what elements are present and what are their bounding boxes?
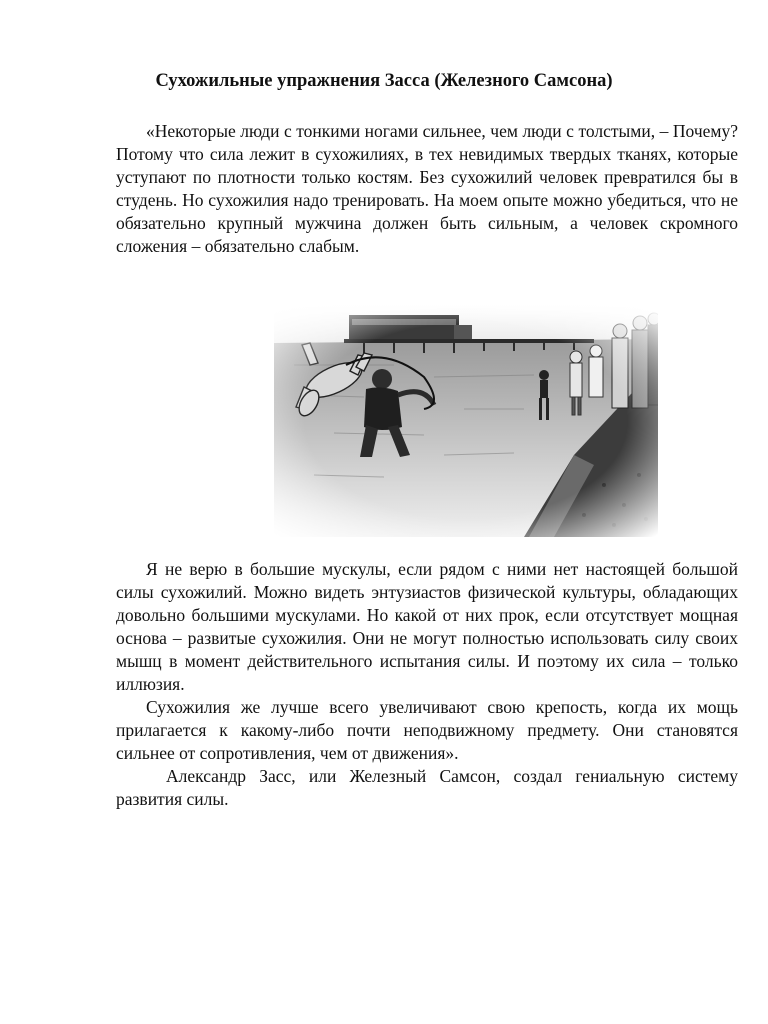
paragraph: Сухожилия же лучше всего увеличивают свою крепость, когда их мощь прилагается к какому-либо почти неподвижному предмету. Они становятся сильнее от сопротивления, чем от движения». (116, 697, 738, 763)
intro-quote (116, 120, 738, 258)
main-text (116, 558, 738, 811)
paragraph: «Некоторые люди с тонкими ногами сильнее, чем люди с толстыми, – Почему? Потому что сила лежит в сухожилиях, в тех невидимых твердых тканях, которые уступают по плотности только костям. Без сухожилий человек превратился бы в студень. Но сухожилия надо тренировать. На моем опыте можно убедиться, что не обязательно крупный мужчина должен быть сильным, а человек скромного сложения – обязательно слабым. (116, 121, 738, 256)
page-title: Сухожильные упражнения Засса (Железного Самсона) (155, 71, 613, 91)
paragraph: Александр Засс, или Железный Самсон, создал гениальную систему развития силы. (116, 766, 738, 809)
paragraph: Я не верю в большие мускулы, если рядом с ними нет настоящей большой силы сухожилий. Можно видеть энтузиастов физической культуры, обладающих довольно большими мускулами. Но какой от них прок, если отсутствует мощная основа – развитые сухожилия. Они не могут полностью использовать силу своих мышц в момент действительного испытания силы. И поэтому их сила – только иллюзия. (116, 559, 738, 694)
beach-photo (274, 305, 658, 537)
